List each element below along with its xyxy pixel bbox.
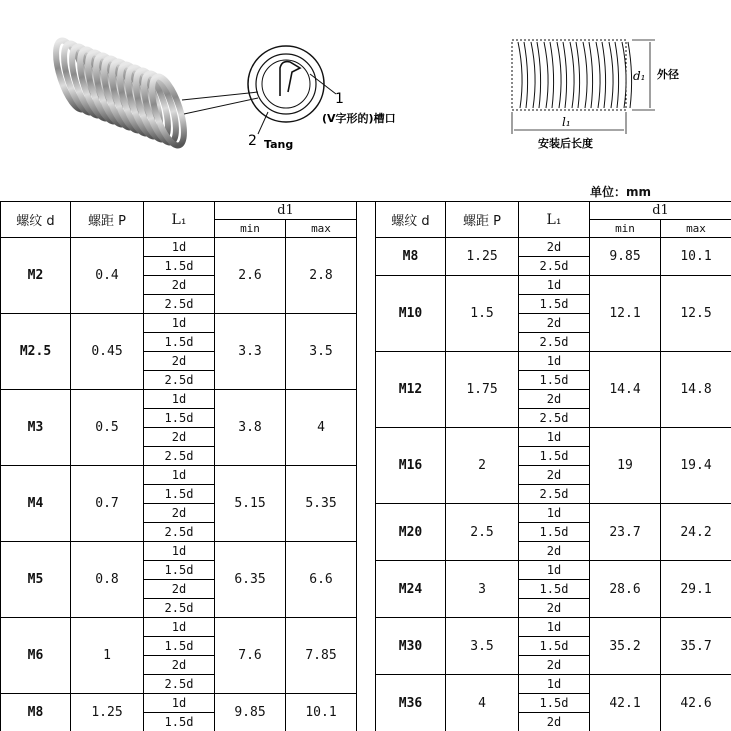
length-cell: 1d [519,428,590,447]
table-row [1,390,357,409]
thread-size-cell: M8 [1,694,71,731]
d1-max-cell: 3.5 [286,314,357,390]
length-cell: 1.5d [519,694,590,713]
length-cell: 2d [519,314,590,333]
d1-min-cell: 3.8 [215,390,286,466]
header-thread: 螺纹 d [376,202,446,238]
pitch-cell: 1.5 [446,276,519,352]
length-cell: 1.5d [519,371,590,390]
length-cell: 2.5d [519,333,590,352]
length-cell: 2.5d [144,447,215,466]
pitch-cell: 3 [446,561,519,618]
installed-length-label: 安装后长度 [538,137,593,150]
length-cell: 2.5d [519,485,590,504]
length-cell: 1d [144,542,215,561]
header-d1: d1 [590,202,731,220]
coil-photo [49,37,190,149]
table-top-rule [356,201,375,202]
length-cell: 2d [144,504,215,523]
header-max: max [661,220,731,238]
table-row [376,352,731,371]
thread-size-cell: M36 [376,675,446,731]
thread-size-cell: M2.5 [1,314,71,390]
d1-max-cell: 10.1 [661,238,731,276]
length-cell: 1.5d [519,523,590,542]
length-cell: 2.5d [144,295,215,314]
d1-min-cell: 7.6 [215,618,286,694]
thread-size-cell: M4 [1,466,71,542]
length-cell: 2.5d [144,523,215,542]
length-cell: 2d [144,428,215,447]
table-row [376,618,731,637]
d1-min-cell: 14.4 [590,352,661,428]
length-cell: 2.5d [519,257,590,276]
callout-1-text: (V字形的)槽口 [322,112,396,125]
length-cell: 2.5d [519,409,590,428]
table-row [1,466,357,485]
thread-size-cell: M24 [376,561,446,618]
length-cell: 1d [144,238,215,257]
length-cell: 1d [519,276,590,295]
spring-turn [596,42,606,108]
side-view-drawing [512,40,655,134]
d1-min-cell: 23.7 [590,504,661,561]
pitch-cell: 0.5 [71,390,144,466]
d1-min-cell: 42.1 [590,675,661,731]
length-cell: 1d [144,466,215,485]
length-cell: 2d [144,656,215,675]
d1-max-cell: 42.6 [661,675,731,731]
spec-table-left-body [1,238,357,731]
thread-size-cell: M2 [1,238,71,314]
length-cell: 1d [519,618,590,637]
length-cell: 2.5d [144,599,215,618]
d1-dimension-label: d₁ [633,69,646,83]
thread-size-cell: M12 [376,352,446,428]
d1-min-cell: 12.1 [590,276,661,352]
table-row [1,618,357,637]
length-cell: 1.5d [144,333,215,352]
table-row [1,694,357,713]
length-cell: 1.5d [144,257,215,276]
length-cell: 1d [519,561,590,580]
length-cell: 2d [519,390,590,409]
pitch-cell: 1.25 [446,238,519,276]
length-cell: 2d [144,580,215,599]
pitch-cell: 1.75 [446,352,519,428]
pitch-cell: 0.4 [71,238,144,314]
d1-max-cell: 19.4 [661,428,731,504]
length-cell: 2d [519,656,590,675]
d1-max-cell: 14.8 [661,352,731,428]
d1-max-cell: 2.8 [286,238,357,314]
length-cell: 1d [144,390,215,409]
spring-turn [570,42,580,108]
pitch-cell: 1.25 [71,694,144,731]
wire-thread-insert-diagram [0,0,731,200]
d1-min-cell: 5.15 [215,466,286,542]
spring-turn [518,42,528,108]
length-cell: 1.5d [144,637,215,656]
length-cell: 1d [519,352,590,371]
length-cell: 1.5d [144,561,215,580]
pitch-cell: 2 [446,428,519,504]
callout-2-number: 2 [248,133,257,149]
header-pitch: 螺距 P [446,202,519,238]
thread-size-cell: M20 [376,504,446,561]
table-row [376,276,731,295]
length-cell: 2d [144,276,215,295]
table-row [1,542,357,561]
length-cell: 2d [519,542,590,561]
length-cell: 1d [519,504,590,523]
spec-table-right [375,201,731,731]
d1-max-cell: 35.7 [661,618,731,675]
d1-min-cell: 9.85 [215,694,286,731]
thread-size-cell: M6 [1,618,71,694]
d1-max-cell: 12.5 [661,276,731,352]
callout-2-text: Tang [264,138,294,151]
spring-turn [622,42,632,108]
spec-table-left [0,201,357,731]
d1-max-cell: 5.35 [286,466,357,542]
thread-size-cell: M3 [1,390,71,466]
d1-min-cell: 28.6 [590,561,661,618]
table-row [376,238,731,257]
length-cell: 2d [144,352,215,371]
length-cell: 1.5d [519,637,590,656]
length-cell: 1.5d [519,580,590,599]
d1-min-cell: 3.3 [215,314,286,390]
d1-max-cell: 6.6 [286,542,357,618]
d1-min-cell: 35.2 [590,618,661,675]
length-cell: 1d [519,675,590,694]
d1-max-cell: 24.2 [661,504,731,561]
length-cell: 1.5d [144,713,215,731]
header-l1: L₁ [144,202,215,238]
pitch-cell: 2.5 [446,504,519,561]
spring-turn [531,42,541,108]
pitch-cell: 1 [71,618,144,694]
callout-1-number: 1 [335,91,344,107]
d1-min-cell: 2.6 [215,238,286,314]
table-row [376,561,731,580]
d1-max-cell: 7.85 [286,618,357,694]
header-pitch: 螺距 P [71,202,144,238]
pitch-cell: 0.45 [71,314,144,390]
length-cell: 2d [519,466,590,485]
length-cell: 1.5d [144,485,215,504]
d1-max-cell: 29.1 [661,561,731,618]
unit-label: 单位：mm [590,185,652,199]
length-cell: 1d [144,694,215,713]
pitch-cell: 0.8 [71,542,144,618]
end-view-drawing [182,46,336,134]
table-row [376,428,731,447]
thread-size-cell: M5 [1,542,71,618]
d1-max-cell: 4 [286,390,357,466]
pitch-cell: 4 [446,675,519,731]
d1-min-cell: 19 [590,428,661,504]
spring-turn [609,42,619,108]
length-cell: 1.5d [519,295,590,314]
length-cell: 2.5d [144,371,215,390]
length-cell: 2d [519,238,590,257]
length-cell: 2.5d [144,675,215,694]
spring-turn [583,42,593,108]
table-row [376,504,731,523]
length-cell: 1d [144,618,215,637]
spec-table-right-body [376,238,731,731]
spring-turn [544,42,554,108]
spring-turn [557,42,567,108]
header-thread: 螺纹 d [1,202,71,238]
pitch-cell: 0.7 [71,466,144,542]
outer-diameter-label: 外径 [657,68,679,81]
thread-size-cell: M30 [376,618,446,675]
length-cell: 1d [144,314,215,333]
d1-max-cell: 10.1 [286,694,357,731]
table-row [1,238,357,257]
header-min: min [590,220,661,238]
table-row [1,314,357,333]
thread-size-cell: M16 [376,428,446,504]
header-d1: d1 [215,202,357,220]
header-l1: L₁ [519,202,590,238]
header-max: max [286,220,357,238]
thread-size-cell: M10 [376,276,446,352]
table-row [376,675,731,694]
l1-dimension-label: l₁ [562,115,571,129]
pitch-cell: 3.5 [446,618,519,675]
length-cell: 1.5d [144,409,215,428]
d1-min-cell: 9.85 [590,238,661,276]
header-min: min [215,220,286,238]
length-cell: 2d [519,713,590,731]
d1-min-cell: 6.35 [215,542,286,618]
thread-size-cell: M8 [376,238,446,276]
length-cell: 1.5d [519,447,590,466]
length-cell: 2d [519,599,590,618]
